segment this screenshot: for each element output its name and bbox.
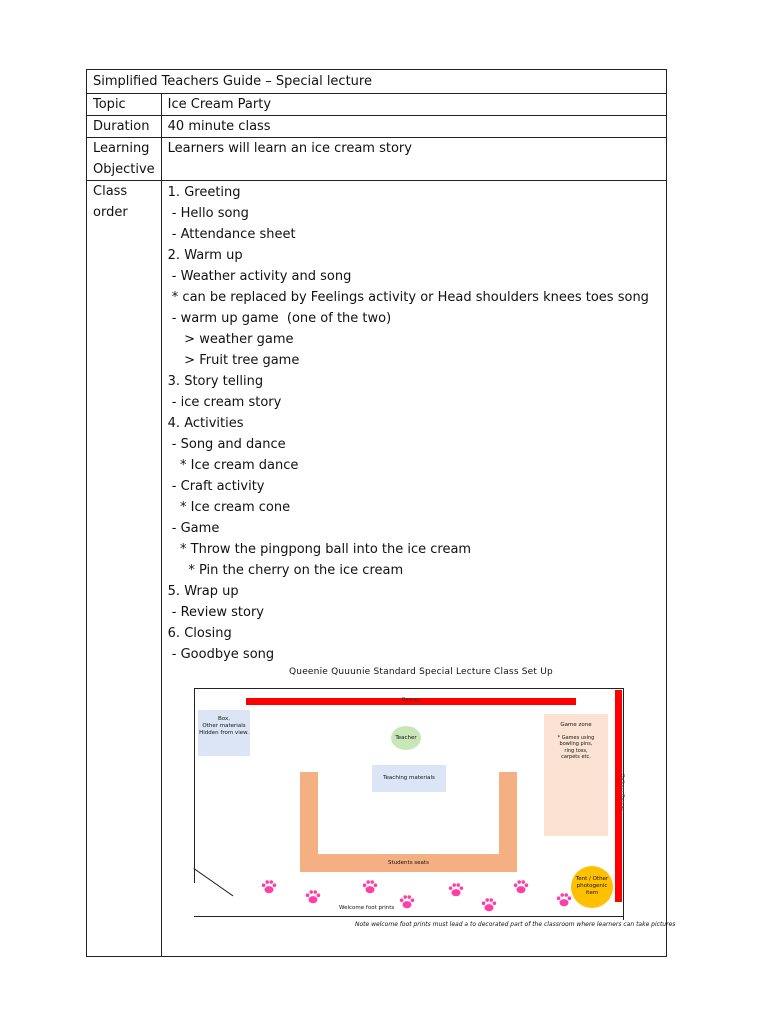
paw-print-icon [512,878,530,896]
paw-print-icon [260,878,278,896]
duration-label: Duration [87,116,162,138]
room-wall-left [194,688,195,883]
paw-print-icon [447,881,465,899]
class-order-label-line-1: Class [93,184,128,199]
class-order-item: 2. Warm up [167,248,243,263]
teacher-position: Teacher [391,726,421,750]
side-banner [615,690,626,902]
welcome-foot-prints-label: Welcome foot prints [339,905,395,911]
game-zone-line-1: * Games using [557,734,595,741]
class-order-item: - Game [167,521,220,536]
teaching-materials: Teaching materials [372,765,446,792]
game-zone-line-2: bowling pins, [559,741,593,747]
paw-print-icon [361,878,379,896]
room-wall-bottom [194,916,624,917]
game-zone-title: Game zone [560,722,592,728]
banner [246,698,576,705]
box-area [198,710,250,756]
game-zone-line-3: ring toss, [564,747,588,754]
class-order-item: * Ice cream cone [167,500,291,515]
class-order-item: * can be replaced by Feelings activity or Head shoulders knees toes song [167,290,649,305]
class-order-item: > weather game [167,332,294,347]
paw-print-icon [555,891,573,909]
tent-photo-spot [571,866,613,908]
class-order-item: - ice cream story [167,395,282,410]
learning-objective-label-line-1: Learning [93,141,150,156]
topic-value: Ice Cream Party [161,94,666,116]
class-order-item: - Craft activity [167,479,265,494]
class-order-item: 1. Greeting [167,185,241,200]
paw-print-icon [304,888,322,906]
room-wall-top [194,688,624,689]
class-order-item: 3. Story telling [167,374,264,389]
class-order-item: > Fruit tree game [167,353,300,368]
students-seats: Students seats [300,854,517,872]
banner-label: Banner [402,697,420,703]
class-order-item: - Goodbye song [167,647,275,662]
game-zone [544,714,608,836]
paw-print-icon [480,896,498,914]
box-area-line-1: Box, [218,716,230,722]
box-area-line-2: Other materials [202,723,246,729]
guide-title: Simplified Teachers Guide – Special lecture [87,70,667,94]
class-order-label [87,181,162,957]
topic-label: Topic [87,94,162,116]
class-order-label-line-2: order [93,205,128,220]
class-order-item: * Pin the cherry on the ice cream [167,563,404,578]
setup-note: Note welcome foot prints must lead a to decorated part of the classroom where learners can take pictures [355,921,676,928]
class-order-item: * Throw the pingpong ball into the ice cream [167,542,472,557]
box-area-line-3: Hidden from view. [199,730,249,736]
class-order-item: - Song and dance [167,437,286,452]
duration-value: 40 minute class [161,116,666,138]
tent-line-1: Tent / Other [575,876,609,882]
learning-objective-label-line-2: Objective [93,162,155,177]
class-order-item: - Hello song [167,206,249,221]
class-order-item: - warm up game (one of the two) [167,311,392,326]
tent-line-2: photogenic [576,883,608,889]
class-order-item: 4. Activities [167,416,244,431]
game-zone-line-4: carpets etc. [561,754,591,760]
side-banner-label: Balloon Banner [619,773,626,813]
class-order-item: - Attendance sheet [167,227,296,242]
class-order-list [168,181,660,665]
setup-diagram-title: Queenie Quuunie Standard Special Lecture Class Set Up [289,667,553,677]
tent-line-3: item [585,890,599,896]
learning-objective-value: Learners will learn an ice cream story [161,138,666,181]
learning-objective-label [87,138,162,181]
class-order-item: - Weather activity and song [167,269,352,284]
entrance-line [193,868,233,896]
class-order-item: - Review story [167,605,264,620]
class-order-item: 6. Closing [167,626,232,641]
classroom-setup-diagram [194,688,624,920]
class-order-item: * Ice cream dance [167,458,299,473]
class-order-item: 5. Wrap up [167,584,239,599]
paw-print-icon [398,893,416,911]
